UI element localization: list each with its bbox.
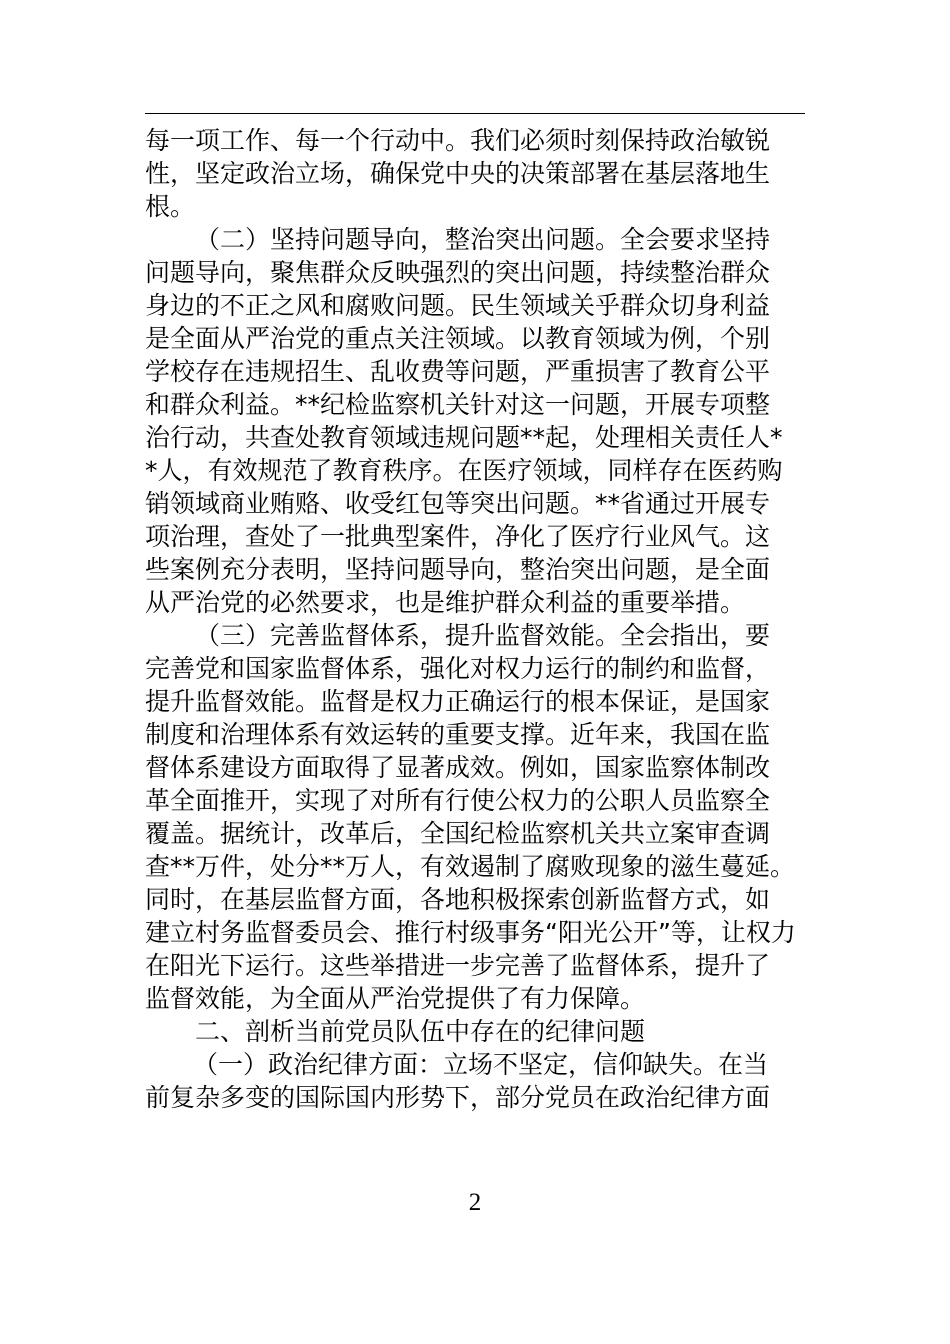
text-line: 学校存在违规招生、乱收费等问题，严重损害了教育公平 bbox=[145, 357, 771, 386]
text-line: 同时，在基层监督方面，各地积极探索创新监督方式，如 bbox=[145, 885, 771, 914]
text-line: 覆盖。据统计，改革后，全国纪检监察机关共立案审查调 bbox=[145, 819, 771, 848]
text-line: 每一项工作、每一个行动中。我们必须时刻保持政治敏锐 bbox=[145, 126, 771, 155]
text-line: 完善党和国家监督体系，强化对权力运行的制约和监督， bbox=[145, 654, 771, 683]
text-line: 些案例充分表明，坚持问题导向，整治突出问题，是全面 bbox=[145, 555, 771, 584]
text-line: 是全面从严治党的重点关注领域。以教育领域为例，个别 bbox=[145, 324, 771, 353]
section-heading-3: （三）完善监督体系，提升监督效能。全会指出，要 bbox=[195, 621, 771, 650]
text-line: 治行动，共查处教育领域违规问题**起，处理相关责任人* bbox=[145, 423, 783, 452]
text-line: 在阳光下运行。这些举措进一步完善了监督体系，提升了 bbox=[145, 951, 771, 980]
text-line: 从严治党的必然要求，也是维护群众利益的重要举措。 bbox=[145, 588, 746, 617]
text-line: 性，坚定政治立场，确保党中央的决策部署在基层落地生 bbox=[145, 159, 771, 188]
text-line: 前复杂多变的国际国内形势下，部分党员在政治纪律方面 bbox=[145, 1083, 771, 1112]
text-line: 查**万件，处分**万人，有效遏制了腐败现象的滋生蔓延。 bbox=[145, 852, 796, 881]
text-line: 革全面推开，实现了对所有行使公权力的公职人员监察全 bbox=[145, 786, 771, 815]
section-heading-1: （一）政治纪律方面：立场不坚定，信仰缺失。在当 bbox=[193, 1050, 769, 1079]
text-line: *人，有效规范了教育秩序。在医疗领域，同样存在医药购 bbox=[145, 456, 783, 485]
text-line: 提升监督效能。监督是权力正确运行的根本保证，是国家 bbox=[145, 687, 771, 716]
text-line: 项治理，查处了一批典型案件，净化了医疗行业风气。这 bbox=[145, 522, 771, 551]
text-line: 督体系建设方面取得了显著成效。例如，国家监察体制改 bbox=[145, 753, 771, 782]
text-line: 制度和治理体系有效运转的重要支撑。近年来，我国在监 bbox=[145, 720, 771, 749]
page-number: 2 bbox=[468, 1189, 482, 1216]
header-rule bbox=[145, 113, 805, 114]
text-line: 销领域商业贿赂、收受红包等突出问题。**省通过开展专 bbox=[145, 489, 771, 518]
text-line: 根。 bbox=[145, 192, 196, 221]
section-heading-2: （二）坚持问题导向，整治突出问题。全会要求坚持 bbox=[195, 225, 771, 254]
text-line: 和群众利益。**纪检监察机关针对这一问题，开展专项整 bbox=[145, 390, 771, 419]
text-line: 建立村务监督委员会、推行村级事务“阳光公开”等，让权力 bbox=[145, 918, 796, 947]
chapter-heading-2: 二、剖析当前党员队伍中存在的纪律问题 bbox=[195, 1017, 646, 1046]
text-line: 身边的不正之风和腐败问题。民生领域关乎群众切身利益 bbox=[145, 291, 771, 320]
text-line: 问题导向，聚焦群众反映强烈的突出问题，持续整治群众 bbox=[145, 258, 771, 287]
text-line: 监督效能，为全面从严治党提供了有力保障。 bbox=[145, 984, 646, 1013]
body-text bbox=[145, 124, 810, 1114]
